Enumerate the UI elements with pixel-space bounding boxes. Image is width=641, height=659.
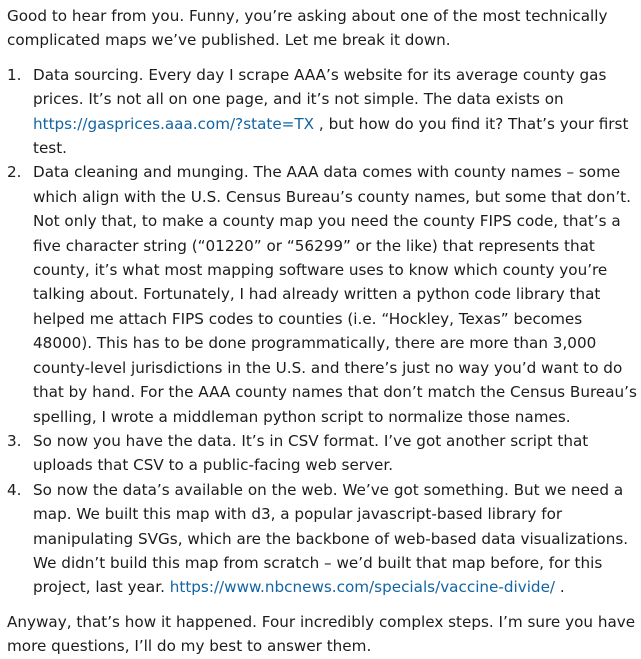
message-body xyxy=(7,4,637,659)
step-text: Data sourcing. Every day I scrape AAA’s website for its average county gas prices. It’s not all on one page, and it’s not simple. The data exists on xyxy=(33,65,607,109)
step-number: 3. xyxy=(7,431,22,450)
intro-paragraph: Good to hear from you. Funny, you’re asking about one of the most technically complicated maps we’ve published. Let me break it down. xyxy=(7,7,608,50)
vaccine-divide-link[interactable]: https://www.nbcnews.com/specials/vaccine-divide/ xyxy=(169,578,556,597)
outro-paragraph: Anyway, that’s how it happened. Four incredibly complex steps. I’m sure you have more questions, I’ll do my best to answer them. xyxy=(7,612,636,656)
step-text: So now the data’s available on the web. We’ve got something. But we need a map. We built this map with d3, a popular javascript-based library for manipulating SVGs, which are the backbone of web-based data visualizations. We didn’t build this map from scratch – we’d built that map before, for this project, last year. xyxy=(33,480,629,597)
step-text: So now you have the data. It’s in CSV format. I’ve got another script that uploads that CSV to a public-facing web server. xyxy=(33,431,589,475)
list-item-step-4 xyxy=(7,478,637,600)
step-number: 4. xyxy=(7,480,22,499)
steps-list xyxy=(7,63,637,600)
step-text: Data cleaning and munging. The AAA data comes with county names – some which align with the U.S. Census Bureau’s county names, but some that don’t. Not only that, to make a county map you need the county FIPS code, that’s a five character string (“01220” or “56299” or the like) that represents that county, it’s what most mapping software uses to know which county you’re talking about. Fortunately, I had already written a python code library that helped me attach FIPS codes to counties (i.e. “Hockley, Texas” becomes 48000). This has to be done programmatically, there are more than 3,000 county-level jurisdictions in the U.S. and there’s just no way you’d want to do that by hand. For the AAA county names that don’t match the Census Bureau’s spelling, I wrote a middleman python script to normalize those names. xyxy=(33,163,637,426)
step-number: 1. xyxy=(7,65,22,84)
step-number: 2. xyxy=(7,163,22,182)
list-item-step-2 xyxy=(7,160,637,428)
list-item-step-1 xyxy=(7,63,637,161)
gasprices-link[interactable]: https://gasprices.aaa.com/?state=TX xyxy=(33,114,315,133)
list-item-step-3 xyxy=(7,429,637,478)
step-text: . xyxy=(555,578,565,597)
step-text: , but how do you find it? That’s your first test. xyxy=(33,114,629,158)
